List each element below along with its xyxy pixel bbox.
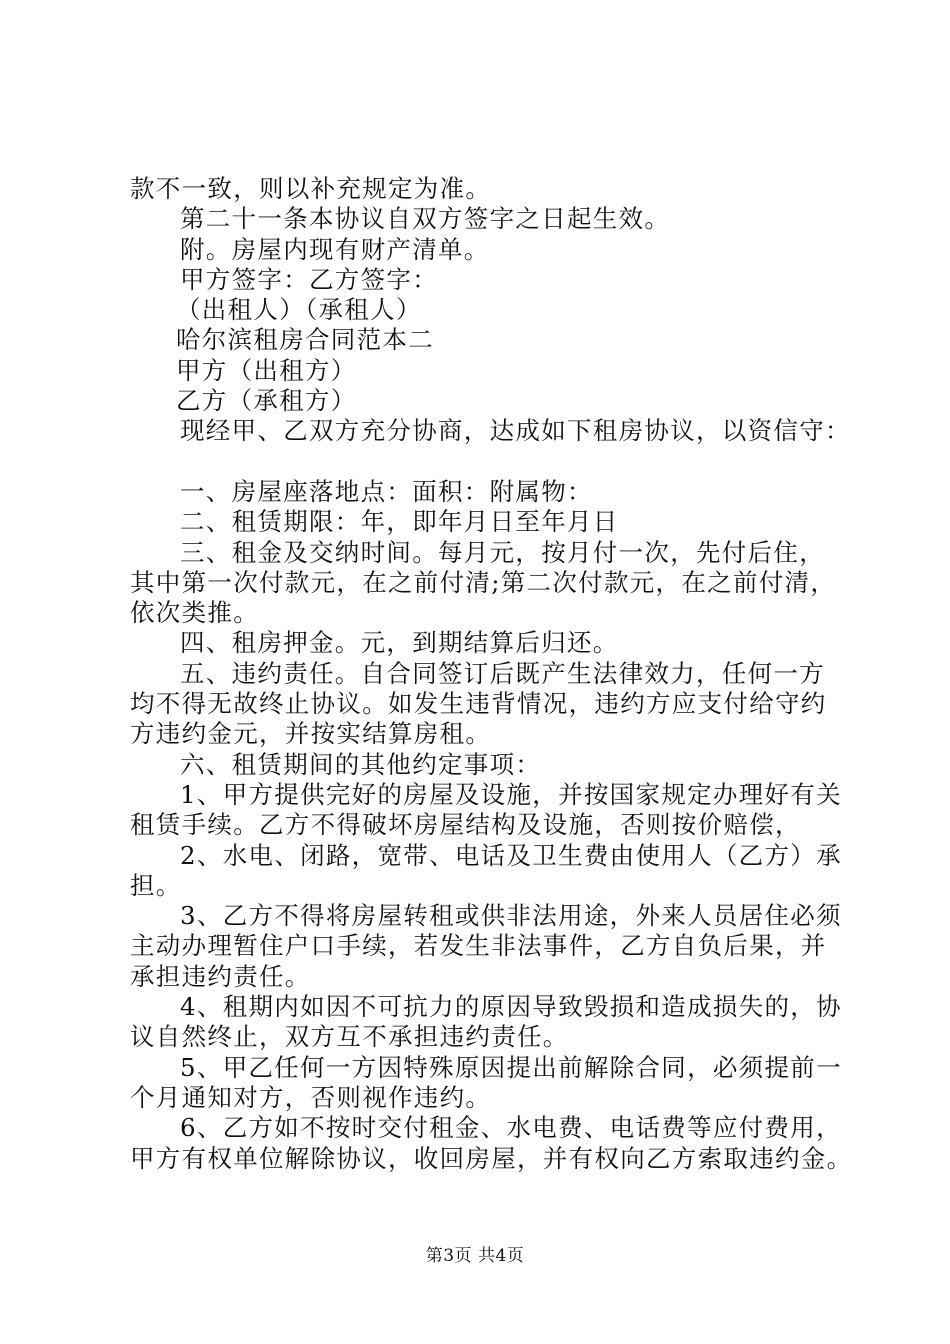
text-line: 承担违约责任。 [130, 961, 311, 991]
text-line: 个月通知对方，否则视作违约。 [130, 1082, 492, 1112]
text-line: 租赁手续。乙方不得破坏房屋结构及设施，否则按价赔偿， [130, 810, 801, 840]
text-line: 主动办理暂住户口手续，若发生非法事件，乙方自负后果，并 [130, 931, 827, 961]
text-line: 3、乙方不得将房屋转租或供非法用途，外来人员居住必须 [180, 901, 842, 931]
text-line: 六、租赁期间的其他约定事项： [180, 749, 542, 779]
text-line: 第二十一条本协议自双方签字之日起生效。 [180, 204, 671, 234]
text-line: 甲方签字：乙方签字： [180, 264, 438, 294]
text-line: 2、水电、闭路，宽带、电话及卫生费由使用人（乙方）承 [180, 840, 842, 870]
text-line: 附。房屋内现有财产清单。 [180, 234, 490, 264]
text-line: 乙方（承租方） [176, 386, 357, 416]
text-line: 1、甲方提供完好的房屋及设施，并按国家规定办理好有关 [180, 779, 842, 809]
blank-line [130, 447, 830, 477]
text-line: 依次类推。 [130, 598, 259, 628]
text-line: 议自然终止，双方互不承担违约责任。 [130, 1022, 569, 1052]
text-line: 甲方有权单位解除协议，收回房屋，并有权向乙方索取违约金。 [130, 1143, 853, 1173]
text-line: 四、租房押金。元，到期结算后归还。 [180, 628, 619, 658]
text-line: 其中第一次付款元，在之前付清;第二次付款元，在之前付清， [130, 567, 837, 597]
text-line: 款不一致，则以补充规定为准。 [130, 174, 492, 203]
text-line: 二、租赁期限：年，即年月日至年月日 [180, 507, 619, 537]
text-line: 担。 [130, 870, 182, 900]
text-line: 三、租金及交纳时间。每月元，按月付一次，先付后住， [180, 537, 825, 567]
text-line: 五、违约责任。自合同签订后既产生法律效力，任何一方 [180, 658, 825, 688]
text-line: （出租人）（承租人） [176, 295, 422, 325]
text-line: 甲方（出租方） [176, 355, 357, 385]
document-body [130, 174, 853, 1174]
text-line: 现经甲、乙双方充分协商，达成如下租房协议，以资信守： [180, 416, 851, 446]
page-footer: 第3页 共4页 [425, 1246, 525, 1266]
text-line: 4、租期内如因不可抗力的原因导致毁损和造成损失的，协 [180, 992, 842, 1022]
text-line: 方违约金元，并按实结算房租。 [130, 719, 492, 749]
text-line: 均不得无故终止协议。如发生违背情况，违约方应支付给守约 [130, 689, 827, 719]
text-line: 哈尔滨租房合同范本二 [176, 325, 434, 355]
text-line: 一、房屋座落地点：面积：附属物： [180, 476, 593, 506]
text-line: 6、乙方如不按时交付租金、水电费、电话费等应付费用， [180, 1113, 842, 1143]
text-line: 5、甲乙任何一方因特殊原因提出前解除合同，必须提前一 [180, 1052, 842, 1082]
